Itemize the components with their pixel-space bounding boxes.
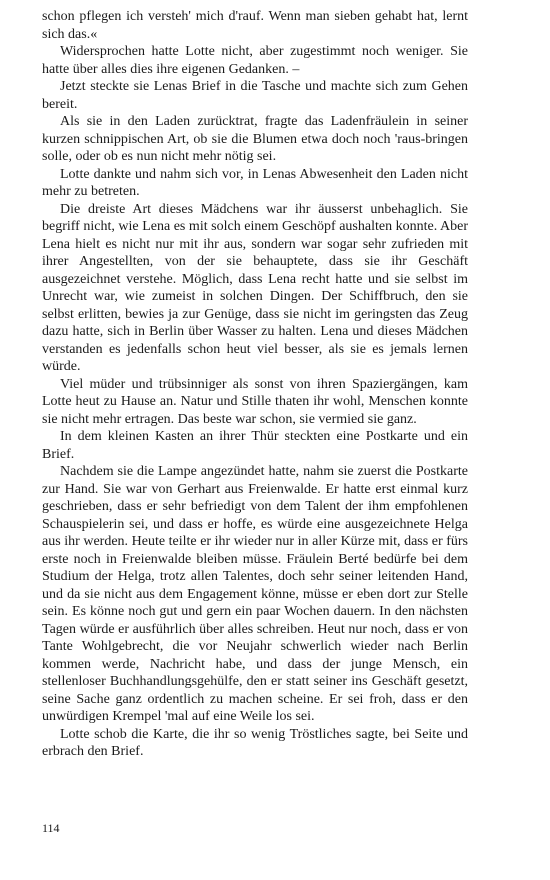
paragraph: Lotte dankte und nahm sich vor, in Lenas Abwesenheit den Laden nicht mehr zu betreten. xyxy=(42,166,468,199)
paragraph: Widersprochen hatte Lotte nicht, aber zugestimmt noch weniger. Sie hatte über alles dies ihre eigenen Gedanken. – xyxy=(42,44,468,77)
paragraph-continued: schon pflegen ich versteh' mich d'rauf. Wenn man sieben gehabt hat, lernt sich das.« xyxy=(42,9,468,42)
book-page-text xyxy=(42,8,468,761)
paragraph: Lotte schob die Karte, die ihr so wenig Tröstliches sagte, bei Seite und erbrach den Brief. xyxy=(42,726,468,759)
paragraph: Die dreiste Art dieses Mädchens war ihr äusserst unbehaglich. Sie begriff nicht, wie Lena es mit solch einem Geschöpf aushalten konnte. Aber Lena hielt es nicht nur mit ihr aus, sondern war sogar sehr zufrieden mit ihrer Angestellten, von der sie behauptete, dass sie ihr Geschäft ausgezeichnet verstehe. Möglich, dass Lena recht hatte und sie selbst im Unrecht war, wie zumeist in solchen Dingen. Der Schiffbruch, den sie selbst erlitten, bewies ja zur Genüge, dass sie nicht im geringsten das Zeug dazu hatte, sich in Berlin über Wasser zu halten. Lena und dieses Mädchen verstanden es jedenfalls schon heut viel besser, als sie es jemals lernen würde. xyxy=(42,201,468,374)
paragraph: Als sie in den Laden zurücktrat, fragte das Ladenfräulein in seiner kurzen schnippischen Art, ob sie die Blumen etwa doch noch 'raus-bringen solle, oder ob es nun nicht mehr nötig sei. xyxy=(42,114,468,164)
paragraph: In dem kleinen Kasten an ihrer Thür steckten eine Postkarte und ein Brief. xyxy=(42,429,468,462)
paragraph: Nachdem sie die Lampe angezündet hatte, nahm sie zuerst die Postkarte zur Hand. Sie war von Gerhart aus Freienwalde. Er hatte erst einmal kurz geschrieben, dass er sehr befriedigt von dem Talent der ihm empfohlenen Schauspielerin sei, und dass er hoffe, es würde eine ausgezeichnete Helga aus ihr werden. Heute teilte er ihr wieder nur in aller Kürze mit, dass er fürs erste noch in Freienwalde bleiben müsse. Fräulein Berté bedürfe bei dem Studium der Helga, trotz allen Talentes, doch sehr seiner leitenden Hand, und da sie nicht aus dem Engagement könne, müsse er eben dort zur Stelle sein. Es könne noch gut und gern ein paar Wochen dauern. In den nächsten Tagen würde er ausführlich über alles schreiben. Heut nur noch, dass er von Tante Wohlgebrecht, die vor Neujahr schwerlich wieder nach Berlin kommen werde, Nachricht habe, und dass der junge Mensch, ein stellenloser Buchhandlungsgehülfe, den er statt seiner ins Geschäft gesetzt, seine Sache ganz ordentlich zu machen scheine. Er sei froh, dass er den unwürdigen Krempel 'mal auf eine Weile los sei. xyxy=(42,464,468,724)
paragraph: Viel müder und trübsinniger als sonst von ihren Spaziergängen, kam Lotte heut zu Hause an. Natur und Stille thaten ihr wohl, Menschen konnte sie nicht mehr ertragen. Das beste war schon, sie vermied sie ganz. xyxy=(42,376,468,427)
page-number: 114 xyxy=(42,821,60,835)
paragraph: Jetzt steckte sie Lenas Brief in die Tasche und machte sich zum Gehen bereit. xyxy=(42,79,468,112)
